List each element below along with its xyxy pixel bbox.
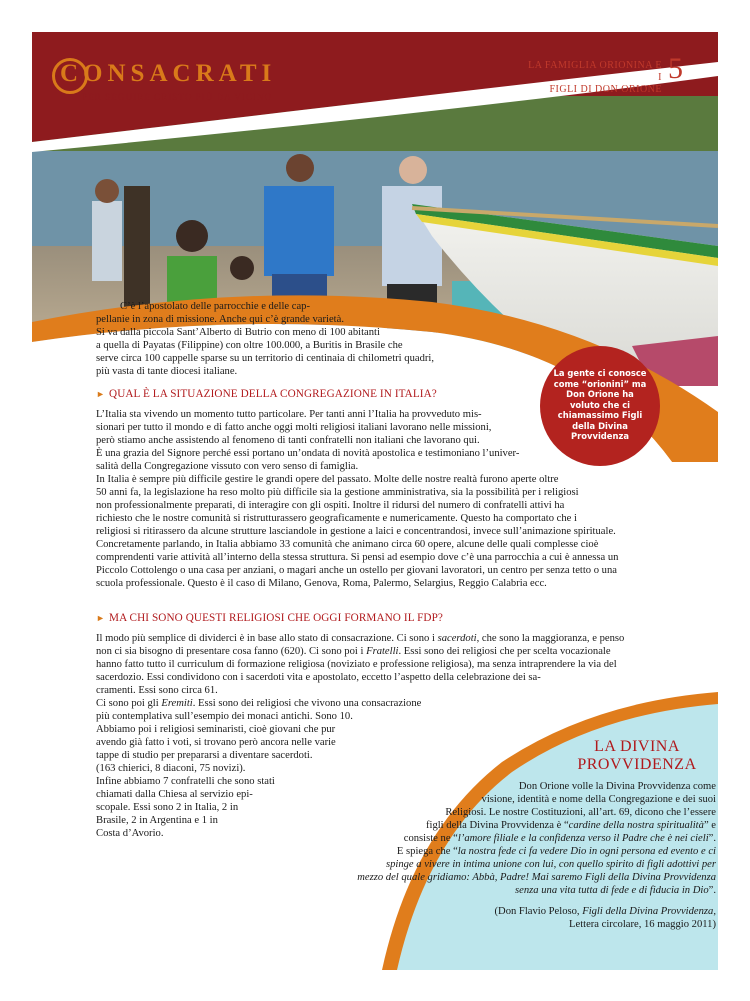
section2-line: cramenti. Essi sono circa 61. bbox=[96, 685, 218, 696]
section1-line: comprendenti varie attività all’interno della stessa struttura. Si pensi ad esempio dove c’è una parrocchia a cui è annessa un bbox=[96, 552, 619, 563]
section2-text-run: . Essi sono dei religiosi che vivono una consacrazione bbox=[192, 698, 422, 709]
box-line bbox=[332, 858, 716, 871]
intro-line: C’è l’apostolato delle parrocchie e delle cap- bbox=[120, 301, 311, 312]
section2-heading-text: MA CHI SONO QUESTI RELIGIOSI CHE OGGI FORMANO IL FDP? bbox=[109, 612, 444, 624]
section1-line: In Italia è sempre più difficile gestire le grandi opere del passato. Molte delle nostre realtà furono aperte oltre bbox=[96, 474, 559, 485]
box-title-line1: LA DIVINA bbox=[594, 738, 680, 755]
box-source bbox=[332, 905, 716, 918]
photo-caption: La gente ci conosce come “orionini” ma Don Orione ha voluto che ci chiamassimo Figli della Divina Provvidenza bbox=[553, 368, 647, 441]
box-line bbox=[332, 871, 716, 884]
section2-text-italic: Eremiti bbox=[161, 698, 193, 709]
intro-line: più vasta di tante diocesi italiane. bbox=[96, 366, 238, 377]
box-line: Don Orione volle la Divina Provvidenza come bbox=[518, 781, 716, 792]
section1-heading-text: QUAL È LA SITUAZIONE DELLA CONGREGAZIONE IN ITALIA? bbox=[109, 388, 437, 400]
section1-line: richiesto che le nostre comunità si ristrutturassero geograficamente e numericamente. Questo ha comportato che i bbox=[96, 513, 577, 524]
section1-line: scuola professionale. Questo è il caso di Milano, Genova, Roma, Palermo, Selargius, Reggio Calabria ecc. bbox=[96, 578, 547, 589]
section2-text-italic: sacerdoti bbox=[437, 633, 477, 644]
section1-line: 50 anni fa, la legislazione ha reso molto più difficile sia la gestione amministrativa, sia la possibilità per i religiosi bbox=[96, 487, 579, 498]
section2-line: Costa d’Avorio. bbox=[96, 828, 164, 839]
arrow-icon: ► bbox=[96, 389, 106, 399]
section2-text-run: . Essi sono dei religiosi che per scelta vocazionale bbox=[398, 646, 611, 657]
section2-text-run: , che sono la maggioranza, e penso bbox=[476, 633, 625, 644]
section2-line: più contemplativa sull’esempio dei monaci antichi. Sono 10. bbox=[96, 711, 353, 722]
section1-line: L’Italia sta vivendo un momento tutto particolare. Per tanti anni l’Italia ha provveduto mis- bbox=[96, 409, 482, 420]
section2-line: sacerdozio. Essi condividono con i sacerdoti vita e apostolato, eccetto l’aspetto della celebrazione dei sa- bbox=[96, 672, 541, 683]
section1-line: però stiamo anche assistendo al fenomeno di tanti confratelli non italiani che lavorano qui. bbox=[96, 435, 480, 446]
box-text-italic: mezzo del quale gridiamo: Abbà, Padre! Mai saremo Figli della Divina Provvidenza bbox=[357, 872, 716, 883]
box-text-italic: spinge a vivere in intima unione con lui, con quello spirito di figli adottivi per bbox=[385, 859, 716, 870]
intro-line: a quella di Payatas (Filippine) con oltre 100.000, a Buritis in Brasile che bbox=[96, 340, 403, 351]
section2-line: chiamati dalla Chiesa al servizio epi- bbox=[96, 789, 253, 800]
section2-line: Infine abbiamo 7 confratelli che sono stati bbox=[96, 776, 275, 787]
box-title bbox=[562, 738, 712, 774]
section2-line: avendo già fatto i voti, si trovano però ancora nelle varie bbox=[96, 737, 336, 748]
logo-subtitle: PER SEGUIRE CRISTO PIÙ DA VICINO bbox=[82, 93, 273, 103]
box-line: visione, identità e nome della Congregazione e dei suoi bbox=[481, 794, 716, 805]
box-text-italic: la nostra fede ci fa vedere Dio in ogni persona ed evento e ci bbox=[457, 846, 716, 857]
box-line: Religiosi. Le nostre Costituzioni, all’art. 69, dicono che l’essere bbox=[445, 807, 716, 818]
box-text-italic: cardine della nostra spiritualità bbox=[568, 820, 704, 831]
box-text-run: ” e bbox=[703, 820, 716, 831]
box-line bbox=[332, 819, 716, 832]
box-text-run: (Don Flavio Peloso, bbox=[494, 906, 583, 917]
section2-line: scopale. Essi sono 2 in Italia, 2 in bbox=[96, 802, 239, 813]
box-title-line2: PROVVIDENZA bbox=[577, 756, 697, 773]
section1-line: religiosi si ritirassero da alcune strutture lasciandole in gestione a laici e concentrandosi, invece sull’animazione spirituale. bbox=[96, 526, 616, 537]
logo bbox=[52, 58, 312, 118]
section2-line: Abbiamo poi i religiosi seminaristi, cioè giovani che pur bbox=[96, 724, 336, 735]
intro-line: serve circa 100 cappelle sparse su un territorio di centinaia di chilometri quadri, bbox=[96, 353, 434, 364]
section2-line bbox=[96, 645, 716, 658]
section1-line: Piccolo Cottolengo o una casa per anziani, o magari anche un ostello per giovani lavoratori, un centro per senza tetto o una bbox=[96, 565, 617, 576]
section1-line: sionari per tutto il mondo e di fatto anche oggi molti religiosi italiani lavorano nelle missioni, bbox=[96, 422, 492, 433]
box-text bbox=[332, 780, 716, 931]
section2-text-run: Ci sono poi gli bbox=[96, 698, 162, 709]
section-title-line1: LA FAMIGLIA ORIONINA E I bbox=[528, 60, 662, 83]
box-text-italic: l’amore filiale e la confidenza verso il Padre che è nei cieli bbox=[457, 833, 709, 844]
section1-line: È una grazia del Signore perché essi portano un’ondata di novità apostolica e testimoniano l’univer- bbox=[96, 448, 520, 459]
section2-text-italic: Fratelli bbox=[366, 646, 399, 657]
section1-text bbox=[96, 408, 716, 590]
section2-line: (163 chierici, 8 diaconi, 75 novizi). bbox=[96, 763, 246, 774]
section2-text-run: Il modo più semplice di dividerci è in base allo stato di consacrazione. Ci sono i bbox=[96, 633, 438, 644]
box-text-italic: senza una vita tutta di fede e di fiducia in Dio bbox=[515, 885, 709, 896]
logo-title: CONSACRATI bbox=[60, 60, 277, 87]
box-text-run: E spiega che “ bbox=[396, 846, 458, 857]
box-text-run: ”. bbox=[708, 885, 716, 896]
box-spacer bbox=[332, 897, 716, 905]
box-text-run: ”. bbox=[708, 833, 716, 844]
box-line bbox=[332, 845, 716, 858]
section2-line bbox=[96, 632, 716, 645]
box-text-run: , bbox=[713, 906, 716, 917]
box-line bbox=[332, 832, 716, 845]
section-title-line2: FIGLI DI DON ORIONE bbox=[549, 84, 662, 95]
section2-line: tappe di studio per prepararsi a diventare sacerdoti. bbox=[96, 750, 313, 761]
box-text-run: figli della Divina Provvidenza è “ bbox=[425, 820, 569, 831]
section1-line: Concretamente parlando, in Italia abbiamo 33 comunità che animano circa 60 opere, alcune delle quali complesse cioè bbox=[96, 539, 599, 550]
page-number: 5 bbox=[668, 52, 683, 85]
box-source-line2: Lettera circolare, 16 maggio 2011) bbox=[569, 919, 716, 930]
section2-line: hanno fatto tutto il curriculum di formazione religiosa (noviziato e professione religiosa), ma senza intraprendere la via del bbox=[96, 659, 617, 670]
section-title bbox=[522, 60, 662, 96]
section2-line: Brasile, 2 in Argentina e 1 in bbox=[96, 815, 218, 826]
box-text-run: consiste ne “ bbox=[403, 833, 458, 844]
box-text-italic: Figli della Divina Provvidenza bbox=[582, 906, 714, 917]
section2-text-run: non ci sia bisogno di presentare cosa fanno (620). Ci sono poi i bbox=[96, 646, 367, 657]
section1-line: salità della Congregazione vissuto con vero senso di famiglia. bbox=[96, 461, 359, 472]
arrow-icon: ► bbox=[96, 613, 106, 623]
intro-line: Si va dalla piccola Sant’Alberto di Butrio con meno di 100 abitanti bbox=[96, 327, 380, 338]
section2-heading bbox=[96, 612, 443, 624]
section2-line bbox=[96, 697, 716, 710]
page bbox=[32, 32, 718, 970]
section1-heading bbox=[96, 388, 437, 400]
box-line bbox=[332, 884, 716, 897]
section1-line: non professionalmente preparati, di interagire con gli ospiti. Inoltre il ridursi del numero di confratelli attivi ha bbox=[96, 500, 565, 511]
intro-text bbox=[96, 300, 536, 378]
intro-line: pellanie in zona di missione. Anche qui c’è grande varietà. bbox=[96, 314, 344, 325]
